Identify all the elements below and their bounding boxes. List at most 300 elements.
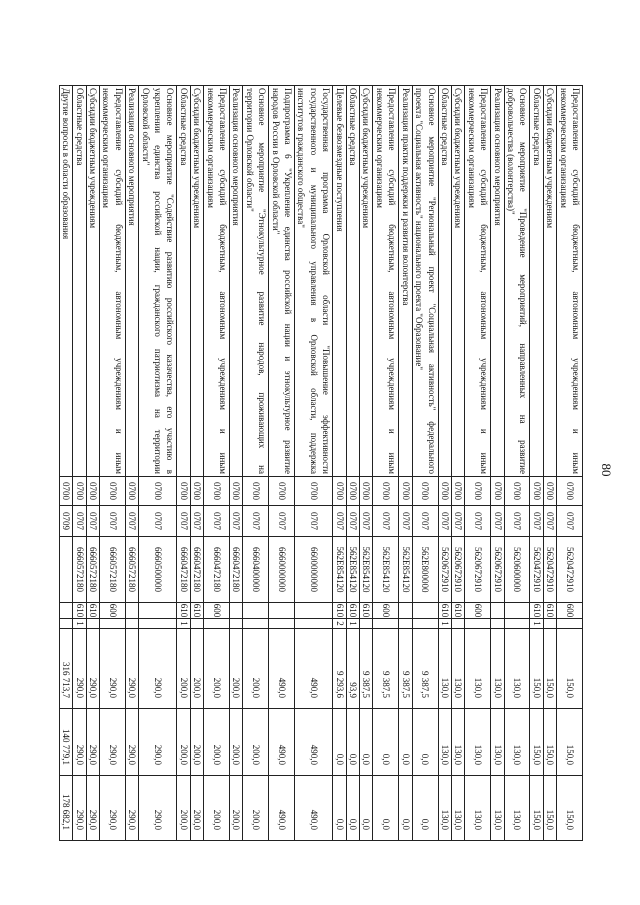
- amount-column-1: 93,9: [346, 629, 359, 709]
- amount-column-1: 290,0: [73, 629, 86, 709]
- description-line: укреплении единства российской нации, гражданского патриотизма на территории: [153, 88, 163, 474]
- funding-source-code: [99, 619, 125, 629]
- funding-source-code: [451, 619, 464, 629]
- table-row: [373, 86, 399, 841]
- table-row: [295, 86, 333, 841]
- description-line: проекта "Социальная активность" национального проекта "Образование": [414, 88, 425, 370]
- amount-column-3: 178 682,1: [59, 776, 72, 841]
- table-row: [333, 86, 346, 841]
- description-line: добровольчества (волонтерства)": [505, 88, 516, 215]
- expense-type-code: [295, 603, 333, 619]
- target-article-code: 6660400000: [243, 537, 269, 603]
- subsection-code: 0707: [125, 506, 138, 537]
- target-article-code: 562E854120: [346, 537, 359, 603]
- amount-column-3: 290,0: [139, 776, 177, 841]
- expense-type-code: [59, 603, 72, 619]
- expense-type-code: [125, 603, 138, 619]
- expense-type-code: 600: [465, 603, 491, 619]
- amount-column-3: 0,0: [412, 776, 438, 841]
- funding-source-code: [243, 619, 269, 629]
- row-description: [243, 86, 269, 477]
- target-article-code: 5620472910: [530, 537, 543, 603]
- amount-column-2: 490,0: [295, 709, 333, 776]
- amount-column-3: 290,0: [125, 776, 138, 841]
- row-description: [543, 86, 556, 477]
- expense-type-code: 610: [531, 603, 542, 618]
- description-line: Целевые безвозмездные поступления: [334, 88, 345, 232]
- description-line: Предоставление субсидий бюджетным, автономным учреждениям и иным: [479, 88, 490, 474]
- amount-column-1: 9 387,5: [399, 629, 412, 709]
- row-description: [491, 86, 504, 477]
- amount-column-3: 200,0: [243, 776, 269, 841]
- target-article-code: 6660572180: [99, 537, 125, 603]
- description-line: Предоставление субсидий бюджетным, автономным учреждениям и иным: [218, 88, 229, 474]
- amount-column-2: 130,0: [465, 709, 491, 776]
- amount-column-2: 290,0: [139, 709, 177, 776]
- table-row: [139, 86, 177, 841]
- description-line: некоммерческим организациям: [374, 88, 385, 208]
- row-description: [451, 86, 464, 477]
- description-line: Субсидии бюджетным учреждениям: [87, 88, 98, 229]
- section-code: 0700: [139, 477, 177, 506]
- description-line: некоммерческим организациям: [466, 88, 477, 208]
- row-description: [99, 86, 125, 477]
- expense-type-code: [491, 603, 504, 619]
- amount-column-2: 0,0: [360, 709, 373, 776]
- expense-type-code: 600: [557, 603, 583, 619]
- row-description: [59, 86, 72, 477]
- funding-source-code: 1: [177, 619, 190, 629]
- section-code: 0700: [204, 477, 230, 506]
- description-line: Реализация практик поддержки и развития волонтерства: [400, 88, 411, 306]
- expense-type-code: 610: [334, 603, 345, 618]
- expense-type-code: 610: [192, 603, 203, 618]
- section-code: 0700: [230, 477, 243, 506]
- funding-source-code: 2: [333, 619, 346, 629]
- amount-column-3: 0,0: [373, 776, 399, 841]
- expense-type-code: 610: [361, 603, 372, 618]
- target-article-code: 562E800000: [412, 537, 438, 603]
- amount-column-2: 200,0: [190, 709, 203, 776]
- amount-column-1: 9 387,5: [412, 629, 438, 709]
- amount-column-2: 200,0: [177, 709, 190, 776]
- row-description: [139, 86, 177, 477]
- expense-type-code: [269, 603, 295, 619]
- target-article-code: 5620472910: [557, 537, 583, 603]
- expense-type-code: [230, 603, 243, 619]
- amount-column-1: 130,0: [504, 629, 530, 709]
- amount-column-1: 130,0: [438, 629, 451, 709]
- row-description: [412, 86, 438, 477]
- section-code: 0700: [451, 477, 464, 506]
- target-article-code: 6660572180: [73, 537, 86, 603]
- row-description: [557, 86, 583, 477]
- table-row: [73, 86, 86, 841]
- subsection-code: 0709: [59, 506, 72, 537]
- target-article-code: 6660472180: [204, 537, 230, 603]
- row-description: [530, 86, 543, 477]
- amount-column-2: 0,0: [346, 709, 359, 776]
- funding-source-code: 1: [346, 619, 359, 629]
- description-line: народов России в Орловской области": [270, 88, 281, 235]
- section-code: 0700: [346, 477, 359, 506]
- description-line: Областные средства: [439, 88, 450, 166]
- description-line: государственного и муниципального управления в Орловской области, поддержка: [308, 88, 319, 474]
- target-article-code: 6660500000: [139, 537, 177, 603]
- amount-column-2: 150,0: [530, 709, 543, 776]
- amount-column-2: 150,0: [557, 709, 583, 776]
- amount-column-2: 130,0: [438, 709, 451, 776]
- subsection-code: 0707: [438, 506, 451, 537]
- section-code: 0700: [333, 477, 346, 506]
- subsection-code: 0707: [269, 506, 295, 537]
- amount-column-2: 200,0: [230, 709, 243, 776]
- description-line: Основное мероприятие "Содействие развитию российского казачества, его участию в: [165, 88, 176, 474]
- description-line: Предоставление субсидий бюджетным, автономным учреждениям и иным: [571, 88, 581, 474]
- subsection-code: 0707: [557, 506, 583, 537]
- description-line: территории Орловской области": [244, 88, 255, 212]
- expense-type-code: 600: [373, 603, 399, 619]
- amount-column-3: 130,0: [491, 776, 504, 841]
- section-code: 0700: [177, 477, 190, 506]
- section-code: 0700: [465, 477, 491, 506]
- amount-column-1: 290,0: [139, 629, 177, 709]
- description-line: Субсидии бюджетным учреждениям: [545, 88, 556, 229]
- row-description: [295, 86, 333, 477]
- funding-source-code: [491, 619, 504, 629]
- row-description: [125, 86, 138, 477]
- row-description: [204, 86, 230, 477]
- row-description: [230, 86, 243, 477]
- subsection-code: 0707: [491, 506, 504, 537]
- description-line: некоммерческим организациям: [558, 88, 569, 208]
- description-line: Областные средства: [178, 88, 189, 166]
- amount-column-2: 0,0: [333, 709, 346, 776]
- amount-column-3: 200,0: [177, 776, 190, 841]
- table-row: [190, 86, 203, 841]
- amount-column-2: 200,0: [243, 709, 269, 776]
- description-line: Другие вопросы в области образования: [61, 88, 72, 240]
- amount-column-3: 290,0: [99, 776, 125, 841]
- description-line: Государственная программа Орловской области "Повышение эффективности: [321, 88, 332, 474]
- section-code: 0700: [530, 477, 543, 506]
- table-row: [530, 86, 543, 841]
- row-description: [373, 86, 399, 477]
- description-line: Основное мероприятие "Этнокультурное развитие народов, проживающих на: [257, 88, 268, 474]
- row-description: [438, 86, 451, 477]
- amount-column-2: 290,0: [99, 709, 125, 776]
- description-line: некоммерческим организациям: [101, 88, 112, 208]
- description-line: некоммерческим организациям: [205, 88, 216, 208]
- row-description: [360, 86, 373, 477]
- section-code: 0700: [99, 477, 125, 506]
- row-description: [86, 86, 99, 477]
- section-code: 0700: [73, 477, 86, 506]
- description-line: Субсидии бюджетным учреждениям: [192, 88, 203, 229]
- table-row: [99, 86, 125, 841]
- target-article-code: 5620672910: [451, 537, 464, 603]
- table-row: [557, 86, 583, 841]
- subsection-code: 0707: [412, 506, 438, 537]
- target-article-code: 5620472910: [543, 537, 556, 603]
- description-line: Субсидии бюджетным учреждениям: [453, 88, 464, 229]
- subsection-code: 0707: [177, 506, 190, 537]
- target-article-code: 5620600000: [504, 537, 530, 603]
- amount-column-1: 290,0: [99, 629, 125, 709]
- expense-type-code: 600: [99, 603, 125, 619]
- description-line: Подпрограмма 6 "Укрепление единства российской нации и этнокультурное развитие: [283, 88, 294, 474]
- amount-column-3: 290,0: [73, 776, 86, 841]
- target-article-code: 5620672910: [465, 537, 491, 603]
- section-code: 0700: [86, 477, 99, 506]
- amount-column-3: 0,0: [399, 776, 412, 841]
- amount-column-2: 150,0: [543, 709, 556, 776]
- amount-column-3: 150,0: [543, 776, 556, 841]
- amount-column-1: 200,0: [204, 629, 230, 709]
- funding-source-code: [295, 619, 333, 629]
- expense-type-code: [139, 603, 177, 619]
- amount-column-2: 130,0: [504, 709, 530, 776]
- description-line: Основное мероприятие "Проведение мероприятий, направленных на развитие: [518, 88, 529, 474]
- amount-column-1: 150,0: [543, 629, 556, 709]
- expense-type-code: 610: [453, 603, 464, 618]
- funding-source-code: [269, 619, 295, 629]
- table-row: [243, 86, 269, 841]
- amount-column-3: 130,0: [438, 776, 451, 841]
- subsection-code: 0707: [190, 506, 203, 537]
- subsection-code: 0707: [360, 506, 373, 537]
- section-code: 0700: [557, 477, 583, 506]
- subsection-code: 0707: [399, 506, 412, 537]
- amount-column-1: 200,0: [230, 629, 243, 709]
- expense-type-code: 610: [348, 603, 359, 618]
- amount-column-1: 130,0: [465, 629, 491, 709]
- target-article-code: 562E854120: [333, 537, 346, 603]
- amount-column-3: 200,0: [230, 776, 243, 841]
- amount-column-1: 130,0: [491, 629, 504, 709]
- table-row: [59, 86, 72, 841]
- amount-column-2: 490,0: [269, 709, 295, 776]
- funding-source-code: [412, 619, 438, 629]
- amount-column-3: 150,0: [557, 776, 583, 841]
- section-code: 0700: [295, 477, 333, 506]
- description-line: Областные средства: [531, 88, 542, 166]
- target-article-code: 5620672910: [438, 537, 451, 603]
- amount-column-2: 130,0: [451, 709, 464, 776]
- target-article-code: 6600000000: [295, 537, 333, 603]
- table-row: [399, 86, 412, 841]
- section-code: 0700: [438, 477, 451, 506]
- subsection-code: 0707: [465, 506, 491, 537]
- description-line: Предоставление субсидий бюджетным, автономным учреждениям и иным: [387, 88, 398, 474]
- row-description: [190, 86, 203, 477]
- amount-column-2: 0,0: [373, 709, 399, 776]
- amount-column-3: 490,0: [295, 776, 333, 841]
- subsection-code: 0707: [504, 506, 530, 537]
- table-row: [451, 86, 464, 841]
- table-row: [491, 86, 504, 841]
- expense-type-code: [504, 603, 530, 619]
- subsection-code: 0707: [99, 506, 125, 537]
- amount-column-1: 130,0: [451, 629, 464, 709]
- funding-source-code: [399, 619, 412, 629]
- amount-column-2: 290,0: [86, 709, 99, 776]
- section-code: 0700: [243, 477, 269, 506]
- row-description: [346, 86, 359, 477]
- section-code: 0700: [504, 477, 530, 506]
- expense-type-code: [243, 603, 269, 619]
- description-line: Реализация основного мероприятия: [127, 88, 138, 226]
- section-code: 0700: [373, 477, 399, 506]
- funding-source-code: [204, 619, 230, 629]
- funding-source-code: 1: [73, 619, 86, 629]
- funding-source-code: [373, 619, 399, 629]
- amount-column-3: 130,0: [465, 776, 491, 841]
- description-line: Реализация основного мероприятия: [492, 88, 503, 226]
- funding-source-code: [125, 619, 138, 629]
- table-row: [204, 86, 230, 841]
- subsection-code: 0707: [373, 506, 399, 537]
- subsection-code: 0707: [230, 506, 243, 537]
- target-article-code: 6660472180: [177, 537, 190, 603]
- amount-column-2: 0,0: [399, 709, 412, 776]
- amount-column-2: 140 779,1: [59, 709, 72, 776]
- description-line: Областные средства: [348, 88, 359, 166]
- amount-column-3: 490,0: [269, 776, 295, 841]
- table-row: [504, 86, 530, 841]
- table-row: [438, 86, 451, 841]
- target-article-code: 562E854120: [399, 537, 412, 603]
- section-code: 0700: [491, 477, 504, 506]
- expense-type-code: [412, 603, 438, 619]
- table-row: [360, 86, 373, 841]
- target-article-code: 6660000000: [269, 537, 295, 603]
- target-article-code: 6660472180: [230, 537, 243, 603]
- amount-column-1: 290,0: [125, 629, 138, 709]
- description-line: Реализация основного мероприятия: [231, 88, 242, 226]
- funding-source-code: 1: [438, 619, 451, 629]
- target-article-code: 6660472180: [190, 537, 203, 603]
- funding-source-code: [86, 619, 99, 629]
- section-code: 0700: [360, 477, 373, 506]
- description-line: Областные средства: [74, 88, 85, 166]
- target-article-code: 6660572180: [86, 537, 99, 603]
- expense-type-code: 600: [204, 603, 230, 619]
- subsection-code: 0707: [204, 506, 230, 537]
- page-number: 80: [599, 463, 614, 477]
- amount-column-3: 0,0: [333, 776, 346, 841]
- amount-column-2: 290,0: [73, 709, 86, 776]
- amount-column-1: 490,0: [295, 629, 333, 709]
- description-line: Основное мероприятие "Региональный проект "Социальная активность" федерального: [426, 88, 437, 474]
- amount-column-1: 150,0: [557, 629, 583, 709]
- table-row: [346, 86, 359, 841]
- subsection-code: 0707: [543, 506, 556, 537]
- table-row: [125, 86, 138, 841]
- row-description: [399, 86, 412, 477]
- funding-source-code: [190, 619, 203, 629]
- subsection-code: 0707: [86, 506, 99, 537]
- table-row: [543, 86, 556, 841]
- subsection-code: 0707: [346, 506, 359, 537]
- section-code: 0700: [125, 477, 138, 506]
- row-description: [465, 86, 491, 477]
- target-article-code: 5620672910: [491, 537, 504, 603]
- row-description: [333, 86, 346, 477]
- amount-column-3: 200,0: [190, 776, 203, 841]
- funding-source-code: [465, 619, 491, 629]
- description-line: Предоставление субсидий бюджетным, автономным учреждениям и иным: [113, 88, 124, 474]
- section-code: 0700: [269, 477, 295, 506]
- amount-column-3: 0,0: [360, 776, 373, 841]
- table-row: [86, 86, 99, 841]
- amount-column-1: 490,0: [269, 629, 295, 709]
- budget-table: [59, 85, 583, 841]
- section-code: 0700: [59, 477, 72, 506]
- expense-type-code: 610: [439, 603, 450, 618]
- amount-column-1: 9 387,5: [360, 629, 373, 709]
- amount-column-1: 200,0: [243, 629, 269, 709]
- amount-column-1: 290,0: [86, 629, 99, 709]
- expense-type-code: [399, 603, 412, 619]
- amount-column-1: 200,0: [190, 629, 203, 709]
- subsection-code: 0707: [73, 506, 86, 537]
- amount-column-2: 290,0: [125, 709, 138, 776]
- funding-source-code: [543, 619, 556, 629]
- amount-column-2: 130,0: [491, 709, 504, 776]
- funding-source-code: [360, 619, 373, 629]
- funding-source-code: [557, 619, 583, 629]
- table-row: [230, 86, 243, 841]
- amount-column-1: 150,0: [530, 629, 543, 709]
- table-row: [465, 86, 491, 841]
- expense-type-code: 610: [545, 603, 556, 618]
- expense-type-code: 610: [74, 603, 85, 618]
- funding-source-code: [139, 619, 177, 629]
- description-line: институтов гражданского общества": [296, 88, 307, 228]
- expense-type-code: 610: [178, 603, 189, 618]
- subsection-code: 0707: [333, 506, 346, 537]
- table-row: [177, 86, 190, 841]
- subsection-code: 0707: [243, 506, 269, 537]
- section-code: 0700: [190, 477, 203, 506]
- amount-column-2: 0,0: [412, 709, 438, 776]
- amount-column-3: 290,0: [86, 776, 99, 841]
- amount-column-3: 130,0: [451, 776, 464, 841]
- table-row: [269, 86, 295, 841]
- amount-column-1: 316 713,7: [59, 629, 72, 709]
- funding-source-code: [59, 619, 72, 629]
- description-line: Субсидии бюджетным учреждениям: [361, 88, 372, 229]
- section-code: 0700: [412, 477, 438, 506]
- table-row: [412, 86, 438, 841]
- amount-column-2: 200,0: [204, 709, 230, 776]
- target-article-code: [59, 537, 72, 603]
- amount-column-3: 0,0: [346, 776, 359, 841]
- funding-source-code: 1: [530, 619, 543, 629]
- target-article-code: 562E854120: [360, 537, 373, 603]
- table-body: [59, 86, 582, 841]
- target-article-code: 6660572180: [125, 537, 138, 603]
- subsection-code: 0707: [139, 506, 177, 537]
- row-description: [269, 86, 295, 477]
- subsection-code: 0707: [530, 506, 543, 537]
- section-code: 0700: [543, 477, 556, 506]
- funding-source-code: [230, 619, 243, 629]
- expense-type-code: 610: [87, 603, 98, 618]
- funding-source-code: [504, 619, 530, 629]
- amount-column-1: 9 387,5: [373, 629, 399, 709]
